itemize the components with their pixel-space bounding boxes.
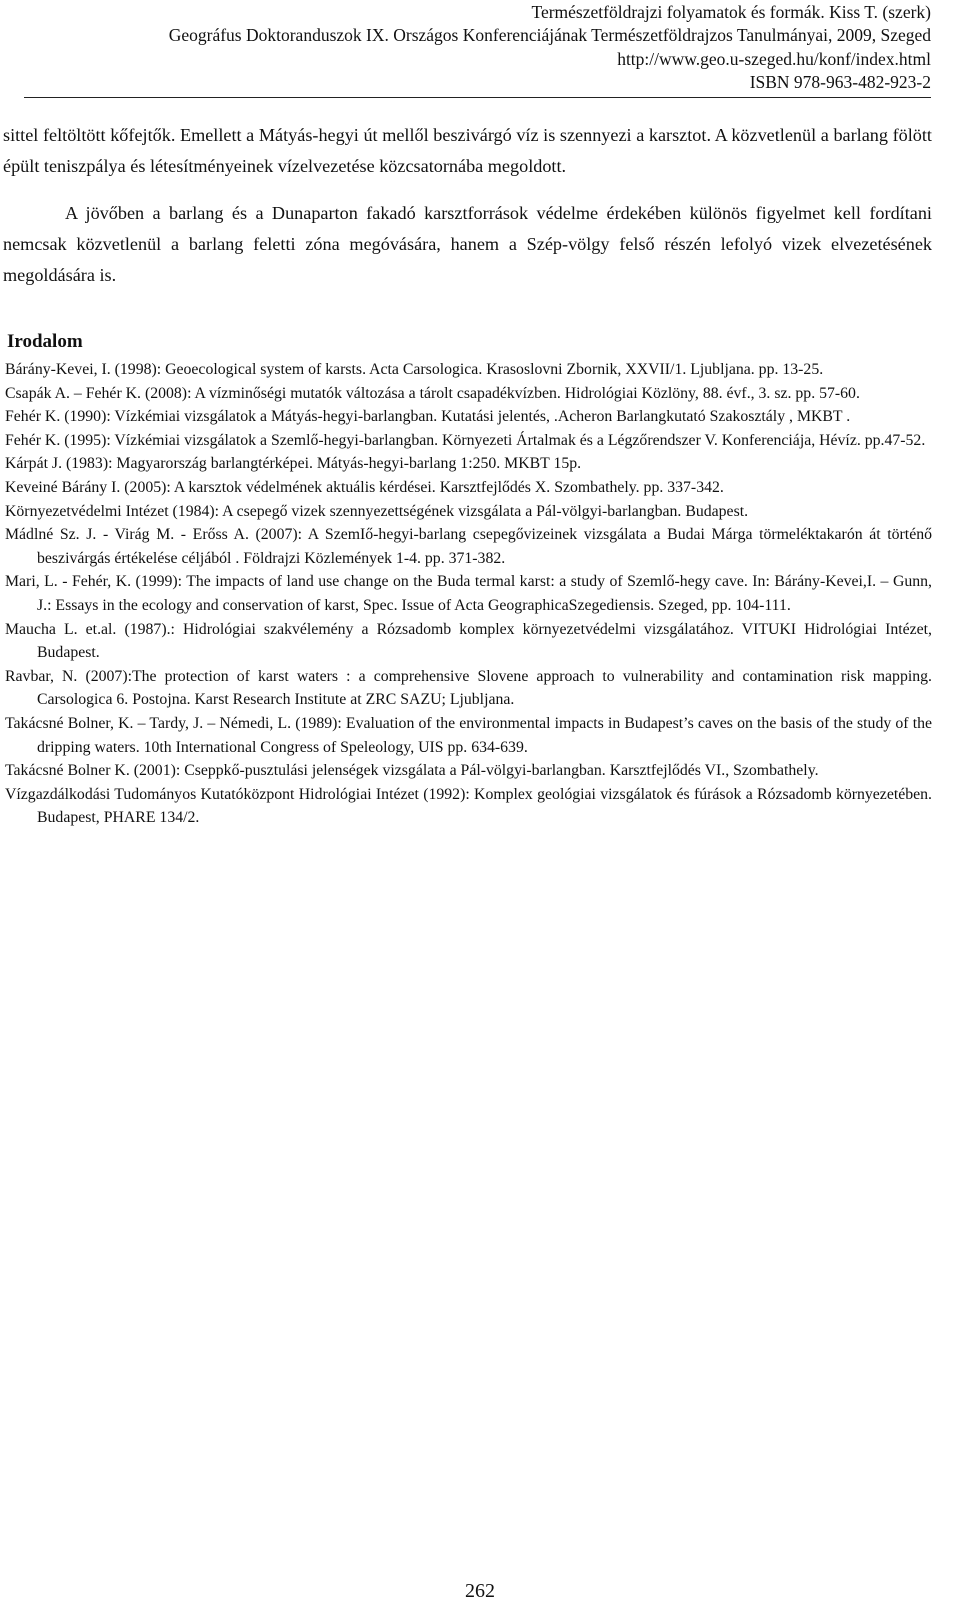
reference-item: Keveiné Bárány I. (2005): A karsztok védelmének aktuális kérdései. Karsztfejlődés X. Szombathely. pp. 337-342. xyxy=(5,478,724,496)
references-list xyxy=(5,358,932,830)
body-paragraph-2: A jövőben a barlang és a Dunaparton fakadó karsztforrások védelme érdekében különös figyelmet kell fordítani nemcsak közvetlenül a barlang feletti zóna megóvására, hanem a Szép-völgy felső részén lefolyó vizek elvezetésének megoldására is. xyxy=(3,203,932,285)
reference-item: Takácsné Bolner, K. – Tardy, J. – Némedi, L. (1989): Evaluation of the environmental impacts in Budapest’s caves on the basis of the study of the dripping waters. 10th International Congress of Speleology, UIS pp. 634-639. xyxy=(5,714,932,756)
page-number: 262 xyxy=(465,1580,495,1602)
header-isbn: ISBN 978-963-482-923-2 xyxy=(749,72,931,93)
header-book-title: Természetföldrajzi folyamatok és formák. Kiss T. (szerk) xyxy=(531,2,931,22)
reference-item: Takácsné Bolner K. (2001): Cseppkő-pusztulási jelenségek vizsgálata a Pál-völgyi-barlangban. Karsztfejlődés VI., Szombathely. xyxy=(5,762,819,780)
reference-item: Vízgazdálkodási Tudományos Kutatóközpont Hidrológiai Intézet (1992): Komplex geológiai vizsgálatok és fúrások a Rózsadomb környezetében. Budapest, PHARE 134/2. xyxy=(5,785,932,827)
reference-item: Környezetvédelmi Intézet (1984): A csepegő vizek szennyezettségének vizsgálata a Pál-völgyi-barlangban. Budapest. xyxy=(5,502,749,520)
reference-item: Kárpát J. (1983): Magyarország barlangtérképei. Mátyás-hegyi-barlang 1:250. MKBT 15p. xyxy=(5,455,582,473)
header-conference: Geográfus Doktoranduszok IX. Országos Konferenciájának Természetföldrajzos Tanulmányai, 2009, Szeged xyxy=(168,25,931,46)
references-heading: Irodalom xyxy=(7,331,83,352)
header-url: http://www.geo.u-szeged.hu/konf/index.html xyxy=(617,48,931,69)
reference-item: Fehér K. (1990): Vízkémiai vizsgálatok a Mátyás-hegyi-barlangban. Kutatási jelentés, .Acheron Barlangkutató Szakosztály , MKBT . xyxy=(5,408,851,426)
body-paragraph-1: sittel feltöltött kőfejtők. Emellett a Mátyás-hegyi út mellől beszivárgó víz is szennyezi a karsztot. A közvetlenül a barlang fölött épült teniszpálya és létesítményeinek vízelvezetése közcsatornába megoldott. xyxy=(3,125,932,176)
header-divider xyxy=(24,97,931,98)
reference-item: Mari, L. - Fehér, K. (1999): The impacts of land use change on the Buda termal karst: a study of Szemlő-hegy cave. In: Bárány-Kevei,I. – Gunn, J.: Essays in the ecology and conservation of karst, Spec. Issue of Acta GeographicaSzegediensis. Szeged, pp. 104-111. xyxy=(5,573,932,614)
reference-item: Maucha L. et.al. (1987).: Hidrológiai szakvélemény a Rózsadomb komplex környezetvédelmi vizsgálatához. VITUKI Hidrológiai Intézet, Budapest. xyxy=(5,620,932,662)
reference-item: Ravbar, N. (2007):The protection of karst waters : a comprehensive Slovene approach to vulnerability and contamination risk mapping. Carsologica 6. Postojna. Karst Research Institute at ZRC SAZU; Ljubljana. xyxy=(5,667,932,709)
page-header xyxy=(169,1,931,95)
reference-item: Mádlné Sz. J. - Virág M. - Erőss A. (2007): A SzemIő-hegyi-barlang csepegővizeinek vizsgálata a Budai Márga törmeléktakarón át történő beszivárgás értékelése céljából . Földrajzi Közlemények 1-4. pp. 371-382. xyxy=(5,526,932,567)
reference-item: Bárány-Kevei, I. (1998): Geoecological system of karsts. Acta Carsologica. Krasoslovni Zbornik, XXVII/1. Ljubljana. pp. 13-25. xyxy=(5,361,824,378)
reference-item: Fehér K. (1995): Vízkémiai vizsgálatok a Szemlő-hegyi-barlangban. Környezeti Ártalmak és a Légzőrendszer V. Konferenciája, Hévíz. pp.47-52. xyxy=(5,431,926,449)
reference-item: Csapák A. – Fehér K. (2008): A vízminőségi mutatók változása a tárolt csapadékvízben. Hidrológiai Közlöny, 88. évf., 3. sz. pp. 57-60. xyxy=(5,384,860,402)
